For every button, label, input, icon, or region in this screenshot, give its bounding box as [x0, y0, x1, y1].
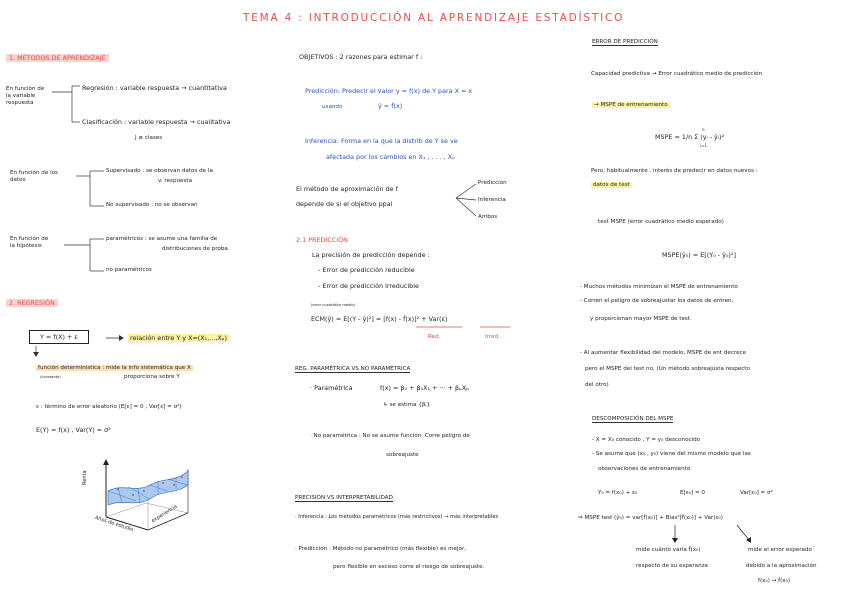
- bullet-esperanza: E(Y) = f(x) , Var(Y) = σ²: [36, 426, 111, 434]
- prediccion-objetivo: Predicción: Predecir el valor y = f(x) de Y para X = x: [305, 87, 473, 95]
- descomposicion-heading: DESCOMPOSICIÓN DEL MSPE: [592, 416, 674, 422]
- pero-line: Pero, habitualmente , interés de predecir en datos nuevos :: [591, 168, 758, 174]
- section-title-metodos: 1. MÉTODOS DE APRENDIZAJE: [6, 54, 109, 62]
- precision-prediccion: · Predicción : Método no paramétrico (más flexible) es mejor,: [295, 546, 467, 552]
- mspe-test-decomp: ⇒ MSPE test (ŷ₀) = var[f̂(x₀)] + Bias²[f̂(x₀)] + Var(ε₀): [578, 515, 723, 521]
- metodo-opt-inferencia: Inferencia: [478, 197, 506, 203]
- parametrica-sub: ↳ se estima {βⱼ}: [383, 402, 431, 408]
- no-parametricos-item: no paramétricos: [106, 267, 152, 273]
- error-reducible: - Error de predicción reducible: [318, 266, 415, 274]
- supervisado-item-2: v. respuesta: [158, 178, 193, 184]
- desc-x0: - X = X₀ conocido , Y = y₀ desconocido: [592, 437, 701, 443]
- metodo-line-2: depende de si el objetivo ppal: [296, 200, 393, 208]
- ecm-irred-label: Irred.: [485, 334, 500, 340]
- desc-asume: - Se asume que (x₀ , y₀) viene del mismo modelo que las: [592, 451, 751, 457]
- ecm-formula: ECM(ŷ) = E[(Y - ŷ)²] = [f(x) - f̂(x)]² + Var(ε): [311, 315, 448, 323]
- metodo-line-1: El método de aproximación de f: [296, 185, 398, 193]
- eq-var: Var[ε₀] = σ²: [740, 490, 773, 496]
- plot-axis-z-label: experiencia: [150, 503, 179, 525]
- sum-upper: n: [702, 127, 705, 132]
- bullet-error: ε : término de error aleatorio (E[ε] = 0 , Var[ε] = σ²): [36, 404, 182, 410]
- annotation-variance: mide cuánto varía f̂(x₀): [636, 547, 701, 553]
- error-irreducible: - Error de predicción irreducible: [318, 282, 419, 290]
- parametricos-item-2: distribuciones de proba.: [162, 246, 230, 252]
- regresion-item: Regresión : variable respuesta → cuantitativa: [82, 84, 227, 92]
- metodo-opt-ambos: Ambos: [478, 214, 498, 220]
- parametrica-label: · Paramétrica: [310, 384, 353, 392]
- precision-heading: PRECISIÓN VS INTERPRETABILIDAD: [295, 495, 393, 501]
- desc-asume-2: observaciones de entrenamiento: [598, 466, 691, 472]
- group2-label: En función de los datos: [10, 170, 58, 183]
- corren-peligro: - Corren el peligro de sobreajustar los datos de entren.: [580, 298, 734, 304]
- eq-e0: E[ε₀] = 0: [680, 490, 705, 496]
- parametrica-formula: f(x) = β₀ + β₁X₁ + ··· + βₚXₚ: [380, 384, 469, 392]
- inferencia-objetivo-2: afectada por los cambios en X₁ , . . . , Xₚ: [326, 153, 455, 161]
- aumentar-flexibilidad: - Al aumentar flexibilidad del modelo, MSPE de ent decrece: [580, 350, 747, 356]
- mspe-entrenamiento: → MSPE de entrenamiento: [594, 102, 668, 108]
- model-box: Y = f(X) + ε: [29, 330, 89, 344]
- ecm-sub: (error cuadrático medio): [311, 303, 355, 307]
- section-title-regresion: 2. REGRESIÓN: [6, 299, 58, 307]
- group3-label: En función de la hipótesis: [10, 236, 49, 249]
- metodo-opt-prediccion: Predicción: [478, 180, 507, 186]
- regpar-heading: REG. PARAMÉTRICA VS NO PARAMÉTRICA: [295, 366, 411, 372]
- corren-peligro-2: y proporcionan mayor MSPE de test.: [590, 316, 692, 322]
- parametricos-item: paramétricos : se asume una familia de: [106, 236, 218, 242]
- plot-axis-x-label: Años de estudio: [94, 514, 135, 534]
- no-supervisado-item: No supervisado : no se observan: [106, 202, 198, 208]
- datos-test: datos de test: [593, 182, 630, 188]
- muchos-metodos: - Muchos métodos minimizan el MSPE de entrenamiento: [580, 284, 738, 290]
- clases-note: J ≡ clases: [135, 135, 163, 141]
- no-parametrica-line-2: sobreajuste: [386, 452, 419, 458]
- annotation-bias-2: debido a la aproximación: [746, 563, 817, 569]
- mspe-formula: MSPE = 1/n Σ (yᵢ - ŷᵢ)²: [655, 133, 725, 141]
- capacidad-predictiva: Capacidad predictiva → Error cuadrático medio de predicción: [591, 71, 763, 77]
- inferencia-objetivo: Inferencia: Forma en la que la distrib de Y se ve: [305, 137, 458, 145]
- surface-plot: [78, 455, 208, 540]
- precision-inferencia: · Inferencia : Los métodos paramétricos (más restrictivos) → más interpretables: [295, 514, 499, 520]
- no-parametrica-line: · No paramétrica : No se asume función. Corre peligro de: [310, 433, 470, 439]
- model-relation: relación entre Y y X=(X₁,...,Xₚ): [130, 334, 228, 342]
- supervisado-item: Supervisado : se observan datos de la: [106, 168, 213, 174]
- plot-axis-y-label: Renta: [82, 470, 88, 485]
- aumentar-flexibilidad-2: pero el MSPE del test no. (Un método sobreajusta respecto: [585, 366, 750, 372]
- bullet-funcion: función determinística : mide la info sistemática que X: [38, 365, 191, 371]
- eq-y0: Y₀ = f(x₀) + ε₀: [598, 490, 638, 496]
- group1-label: En función de la variable respuesta: [6, 86, 45, 106]
- test-mspe-line: test MSPE (error cuadrático medio esperado): [598, 219, 724, 225]
- clasificacion-item: Clasificación : variable respuesta → cualitativa: [82, 118, 231, 126]
- section-title-prediccion: 2.1 PREDICCIÓN: [296, 236, 348, 244]
- aumentar-flexibilidad-3: del otro): [585, 382, 609, 388]
- ecm-red-label: Red.: [428, 334, 441, 340]
- prediccion-usando: usando: [322, 104, 343, 110]
- page-title: TEMA 4 : INTRODUCCIÓN AL APRENDIZAJE ESTADÍSTICO: [243, 12, 625, 24]
- bullet-funcion-2: proporciona sobre Y: [124, 374, 180, 380]
- precision-prediccion-2: pero flexible en exceso corre el riesgo de sobreajuste.: [333, 564, 485, 570]
- mspe-y0-formula: MSPE(ŷ₀) = E[(Y₀ - ŷ₀)²]: [662, 251, 736, 259]
- error-prediccion-heading: ERROR DE PREDICCIÓN: [592, 39, 658, 45]
- objetivos-heading: OBJETIVOS : 2 razones para estimar f :: [299, 53, 423, 61]
- precision-line: La precisión de predicción depende :: [312, 251, 430, 259]
- prediccion-formula: ŷ = f̂(x): [378, 102, 403, 110]
- bullet-funcion-sub: (constante): [40, 375, 61, 379]
- annotation-bias-3: f(x₀) → f̂(x₀): [758, 578, 791, 584]
- sum-lower: i=1: [700, 143, 708, 148]
- annotation-variance-2: respecto de su esperanza: [636, 563, 708, 569]
- annotation-bias: mide el error esperado: [748, 547, 812, 553]
